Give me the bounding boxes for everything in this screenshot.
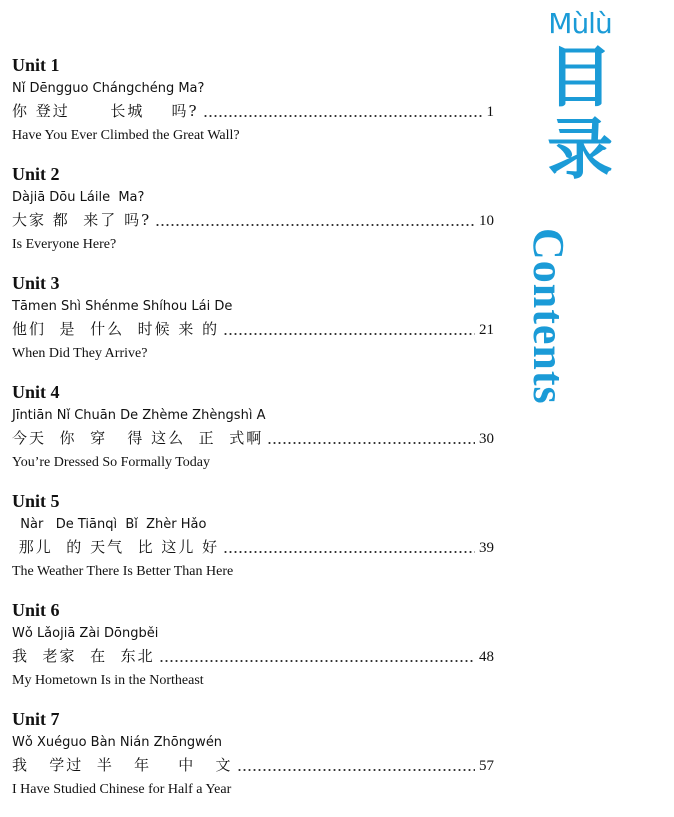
unit-chinese: 我 学过 半 年 中 文	[12, 756, 233, 774]
unit-pinyin: Wǒ Xuéguo Bàn Nián Zhōngwén	[12, 735, 223, 750]
unit-chinese: 今天 你 穿 得 这么 正 式啊	[12, 429, 264, 447]
unit-english: Have You Ever Climbed the Great Wall?	[12, 128, 240, 143]
unit-english: You’re Dressed So Formally Today	[12, 455, 210, 470]
dot-leader	[267, 441, 475, 445]
toc-entry-unit-3[interactable]	[12, 272, 494, 381]
unit-chinese: 大家 都 来了 吗?	[12, 211, 152, 229]
unit-english: The Weather There Is Better Than Here	[12, 564, 234, 579]
unit-chinese: 那儿 的 天气 比 这儿 好	[12, 538, 220, 556]
heading-char-mu: 目	[547, 39, 613, 116]
unit-title: Unit 4	[12, 382, 60, 402]
unit-chinese-row	[12, 645, 494, 668]
unit-chinese: 我 老家 在 东北	[12, 647, 155, 665]
unit-pinyin: Nàr De Tiānqì Bǐ Zhèr Hǎo	[12, 517, 207, 532]
toc-entry-unit-2[interactable]	[12, 163, 494, 272]
dot-leader	[203, 114, 483, 118]
unit-chinese-row	[12, 427, 494, 450]
toc-entry-unit-5[interactable]	[12, 490, 494, 599]
unit-pinyin: Wǒ Lǎojiā Zài Dōngběi	[12, 626, 159, 641]
unit-chinese-row	[12, 318, 494, 341]
page-number: 48	[479, 649, 494, 665]
unit-english: I Have Studied Chinese for Half a Year	[12, 782, 232, 797]
unit-english: Is Everyone Here?	[12, 237, 117, 252]
unit-chinese-row	[12, 536, 494, 559]
unit-title: Unit 2	[12, 164, 60, 184]
unit-chinese: 他们 是 什么 时候 来 的	[12, 320, 220, 338]
page-number: 30	[479, 431, 494, 447]
toc-entry-unit-7[interactable]	[12, 708, 494, 817]
heading-pinyin: Mùlù	[548, 7, 612, 40]
unit-english: My Hometown Is in the Northeast	[12, 673, 204, 688]
toc-entry-unit-4[interactable]	[12, 381, 494, 490]
unit-pinyin: Tāmen Shì Shénme Shíhou Lái De	[12, 299, 233, 314]
dot-leader	[155, 223, 475, 227]
page-number: 21	[479, 322, 494, 338]
unit-pinyin: Dàjiā Dōu Láile Ma?	[12, 190, 145, 205]
unit-chinese-row	[12, 209, 494, 232]
page-number: 57	[479, 758, 494, 774]
unit-english: When Did They Arrive?	[12, 346, 148, 361]
dot-leader	[159, 659, 475, 663]
toc-entry-unit-1[interactable]	[12, 54, 494, 163]
heading-char-lu: 录	[547, 111, 613, 188]
dot-leader	[223, 550, 475, 554]
contents-heading	[532, 6, 628, 186]
toc-entry-unit-6[interactable]	[12, 599, 494, 708]
dot-leader	[237, 768, 475, 772]
page-number: 10	[479, 213, 494, 229]
page-number: 1	[486, 104, 494, 120]
table-of-contents	[12, 54, 494, 817]
unit-pinyin: Jīntiān Nǐ Chuān De Zhème Zhèngshì A	[12, 408, 266, 423]
unit-title: Unit 3	[12, 273, 60, 293]
unit-pinyin: Nǐ Dēngguo Chángchéng Ma?	[12, 81, 205, 96]
unit-chinese-row	[12, 100, 494, 123]
unit-title: Unit 7	[12, 709, 60, 729]
unit-chinese: 你 登过 长城 吗?	[12, 102, 199, 120]
unit-chinese-row	[12, 754, 494, 777]
unit-title: Unit 5	[12, 491, 60, 511]
dot-leader	[223, 332, 475, 336]
page-number: 39	[479, 540, 494, 556]
unit-title: Unit 6	[12, 600, 60, 620]
heading-english: Contents	[524, 228, 573, 405]
unit-title: Unit 1	[12, 55, 60, 75]
